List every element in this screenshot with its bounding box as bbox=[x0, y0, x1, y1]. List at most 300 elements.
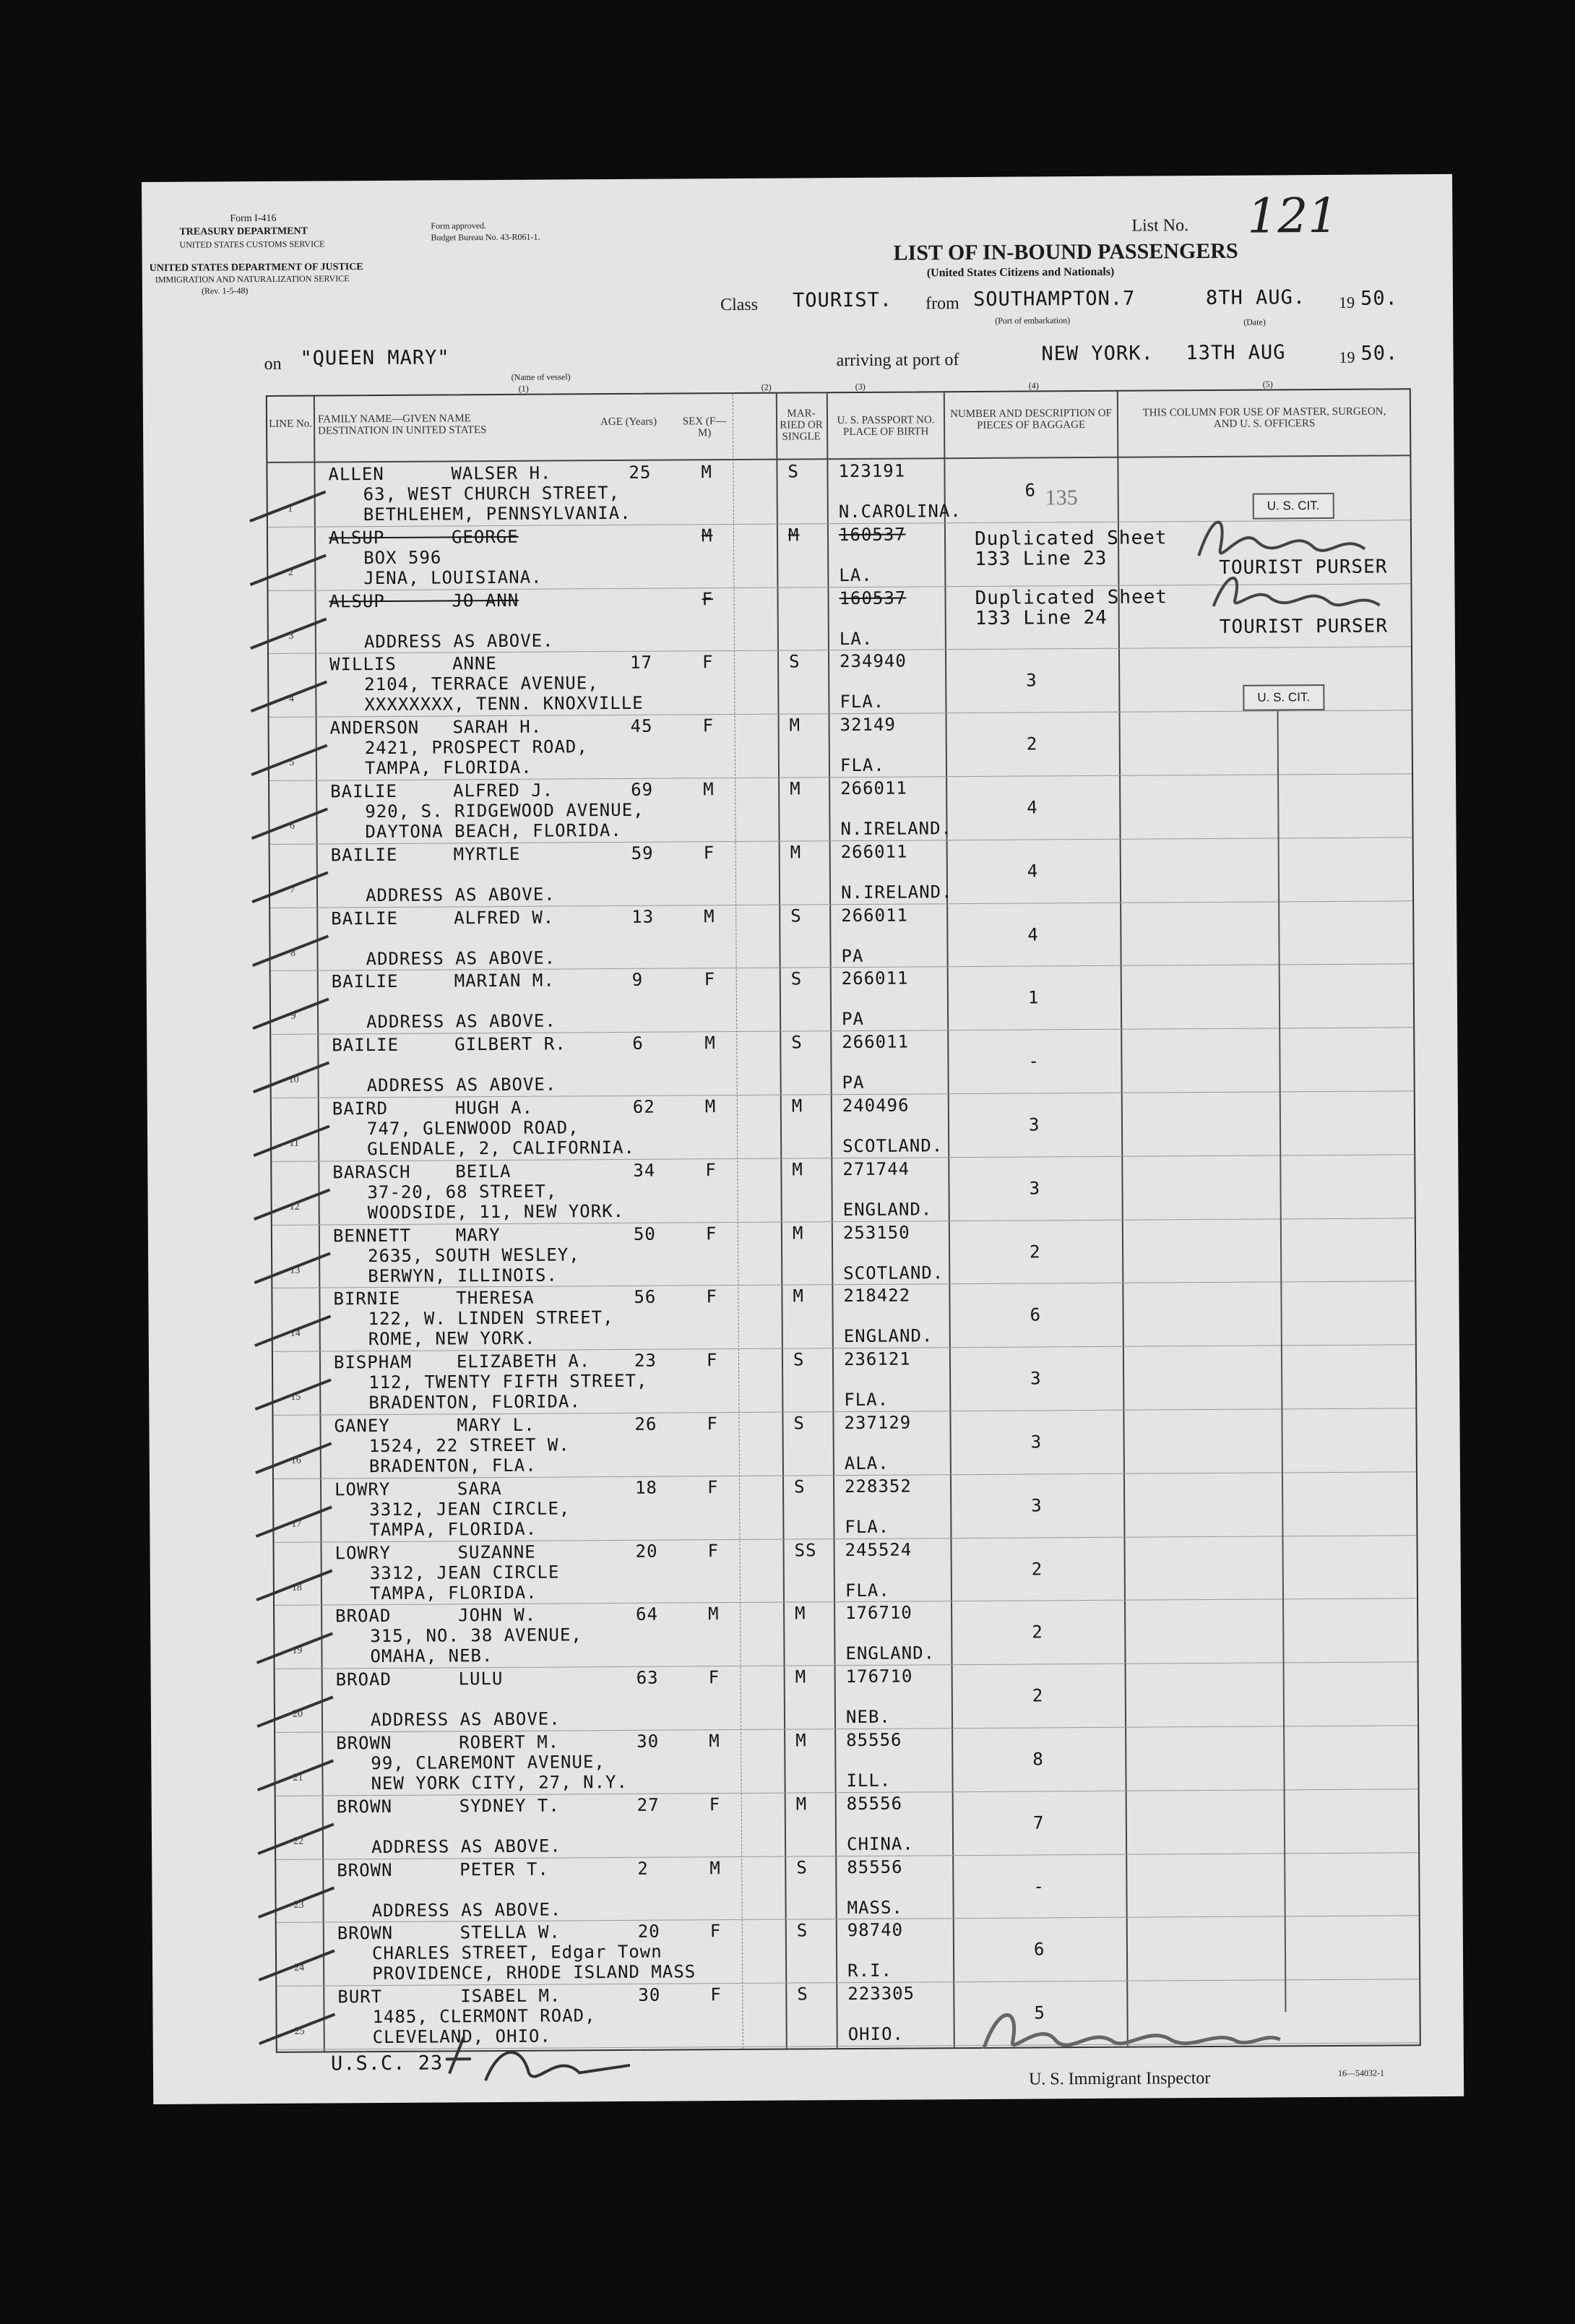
purser-label-2: TOURIST PURSER bbox=[1219, 615, 1389, 638]
marital-status: S bbox=[796, 1920, 808, 1941]
sex: F bbox=[707, 1413, 719, 1434]
age: 34 bbox=[633, 1160, 656, 1181]
check-mark bbox=[249, 865, 335, 909]
officer-initials bbox=[442, 2029, 645, 2096]
inspector-signature bbox=[976, 1996, 1287, 2063]
passport-no: 266011 bbox=[841, 968, 909, 989]
address-line-2: GLENDALE, 2, CALIFORNIA. bbox=[367, 1137, 636, 1160]
arrival-date: 13TH AUG bbox=[1186, 341, 1286, 365]
form-approved: Form approved. bbox=[431, 220, 487, 231]
check-mark bbox=[250, 1119, 337, 1163]
passport-no: 223305 bbox=[847, 1983, 915, 2005]
age: 56 bbox=[634, 1287, 657, 1308]
col-num-3: (3) bbox=[855, 381, 866, 392]
duplicated-note-1: Duplicated Sheet bbox=[974, 527, 1168, 550]
baggage-count: 6 bbox=[1033, 1939, 1045, 1960]
address-line-1: 315, NO. 38 AVENUE, bbox=[370, 1624, 582, 1647]
line-no: 21 bbox=[293, 1772, 303, 1783]
baggage-count: 7 bbox=[1032, 1812, 1045, 1833]
birthplace: PA bbox=[841, 945, 864, 966]
address-line-2: PROVIDENCE, RHODE ISLAND MASS bbox=[372, 1961, 696, 1984]
list-no-label: List No. bbox=[1131, 216, 1189, 236]
table-row bbox=[269, 647, 1412, 718]
age: 63 bbox=[636, 1667, 659, 1689]
duplicated-note-1-line: 133 Line 23 bbox=[975, 547, 1108, 570]
departure-date: 8TH AUG. bbox=[1205, 286, 1306, 310]
passenger-name: BROAD LULU bbox=[335, 1669, 504, 1690]
date-caption: (Date) bbox=[1243, 317, 1266, 327]
check-mark bbox=[251, 1246, 337, 1290]
passport-no: 160537 bbox=[839, 588, 907, 608]
passport-no: 266011 bbox=[842, 1031, 910, 1053]
col-num-5: (5) bbox=[1262, 379, 1273, 390]
port-caption: (Port of embarkation) bbox=[995, 315, 1071, 326]
address-line-2: JENA, LOUISIANA. bbox=[363, 567, 543, 588]
passenger-name: BAILIE MARIAN M. bbox=[331, 970, 555, 992]
address-line-2: ADDRESS AS ABOVE. bbox=[363, 630, 554, 652]
passport-no: 85556 bbox=[846, 1729, 902, 1751]
line-no: 2 bbox=[288, 567, 293, 578]
birthplace: R.I. bbox=[847, 1961, 893, 1981]
sex: F bbox=[702, 715, 715, 736]
address-line-2: ROME, NEW YORK. bbox=[368, 1328, 536, 1350]
baggage-count: 6 bbox=[1024, 480, 1037, 501]
table-row bbox=[274, 1471, 1417, 1542]
line-no: 5 bbox=[289, 757, 295, 768]
baggage-count: 3 bbox=[1030, 1368, 1042, 1389]
treasury-dept: TREASURY DEPARTMENT bbox=[179, 225, 308, 238]
table-row bbox=[271, 964, 1414, 1035]
departure-year-prefix: 19 bbox=[1338, 293, 1355, 311]
baggage-count: - bbox=[1028, 1051, 1040, 1072]
baggage-count: 2 bbox=[1029, 1241, 1041, 1262]
passenger-name: BAILIE ALFRED J. bbox=[330, 780, 554, 802]
passenger-list-sheet bbox=[142, 174, 1464, 2104]
line-no: 8 bbox=[290, 947, 296, 959]
passport-no: 271744 bbox=[842, 1158, 910, 1179]
marital-status: S bbox=[797, 1984, 808, 2005]
birthplace: FLA. bbox=[845, 1580, 890, 1601]
form-number: Form I-416 bbox=[230, 212, 277, 225]
form-code: 16—54032-1 bbox=[1337, 2067, 1385, 2078]
embarkation-port: SOUTHAMPTON.7 bbox=[972, 287, 1136, 311]
header-age: AGE (Years) bbox=[600, 416, 657, 429]
line-no: 7 bbox=[290, 884, 295, 895]
passenger-table bbox=[266, 388, 1421, 2053]
class-label: Class bbox=[720, 295, 759, 315]
baggage-count: 4 bbox=[1027, 924, 1039, 945]
baggage-count: 6 bbox=[1030, 1304, 1042, 1325]
baggage-count: - bbox=[1033, 1876, 1045, 1897]
passenger-name: BARASCH BEILA bbox=[332, 1161, 512, 1183]
address-line-2: TAMPA, FLORIDA. bbox=[364, 757, 532, 779]
birthplace: SCOTLAND. bbox=[843, 1262, 944, 1283]
page-title: LIST OF IN-BOUND PASSENGERS bbox=[893, 238, 1238, 265]
line-no: 22 bbox=[293, 1835, 304, 1847]
birthplace: ENGLAND. bbox=[842, 1199, 933, 1220]
sex: M bbox=[709, 1731, 720, 1752]
age: 2 bbox=[637, 1858, 649, 1879]
table-row bbox=[269, 710, 1412, 780]
col-num-2: (2) bbox=[761, 382, 772, 392]
duplicated-note-2-line: 133 Line 24 bbox=[975, 606, 1108, 629]
line-no: 16 bbox=[290, 1455, 301, 1466]
sex: F bbox=[703, 842, 715, 864]
justice-dept: UNITED STATES DEPARTMENT OF JUSTICE bbox=[149, 262, 363, 274]
age: 64 bbox=[636, 1604, 659, 1625]
header-sex: SEX (F—M) bbox=[682, 416, 727, 439]
line-no: 3 bbox=[288, 630, 294, 642]
sex: F bbox=[707, 1540, 720, 1561]
passenger-name: BAILIE ALFRED W. bbox=[331, 907, 555, 929]
vessel-caption: (Name of vessel) bbox=[511, 371, 571, 382]
marital-status: S bbox=[790, 968, 803, 989]
address-line-1: 63, WEST CHURCH STREET, bbox=[363, 482, 621, 505]
line-no: 24 bbox=[294, 1963, 305, 1974]
line-no: 25 bbox=[294, 2026, 305, 2037]
vessel-name: "QUEEN MARY" bbox=[300, 346, 450, 370]
line-no: 20 bbox=[292, 1708, 303, 1720]
marital-status: S bbox=[791, 1032, 803, 1053]
birthplace: FLA. bbox=[840, 754, 885, 776]
marital-status: S bbox=[790, 905, 802, 926]
sex: M bbox=[704, 905, 715, 926]
check-mark bbox=[251, 1309, 338, 1353]
baggage-count: 4 bbox=[1027, 797, 1038, 818]
passport-no: 123191 bbox=[838, 460, 906, 482]
line-no: 17 bbox=[291, 1518, 302, 1530]
sex: F bbox=[709, 1794, 721, 1815]
passport-no: 237129 bbox=[844, 1412, 912, 1434]
passenger-name: LOWRY SUZANNE bbox=[335, 1541, 536, 1563]
age: 50 bbox=[633, 1223, 656, 1244]
address-line-2: ADDRESS AS ABOVE. bbox=[365, 884, 556, 905]
passport-no: 253150 bbox=[842, 1222, 910, 1243]
marital-status: M bbox=[795, 1730, 807, 1751]
table-row bbox=[272, 1090, 1415, 1161]
address-line-2: ADDRESS AS ABOVE. bbox=[366, 947, 556, 969]
line-no: 6 bbox=[289, 820, 295, 832]
table-row bbox=[271, 1027, 1414, 1098]
sex: F bbox=[704, 969, 716, 990]
birthplace: FLA. bbox=[840, 692, 885, 713]
table-row bbox=[269, 773, 1412, 844]
sex: F bbox=[702, 588, 714, 609]
line-no: 9 bbox=[290, 1011, 296, 1023]
passport-no: 228352 bbox=[844, 1476, 912, 1497]
check-mark bbox=[252, 1436, 339, 1480]
sex: M bbox=[708, 1604, 720, 1624]
table-row bbox=[275, 1725, 1418, 1796]
sex: M bbox=[704, 1033, 716, 1054]
inspector-caption: U. S. Immigrant Inspector bbox=[1028, 2069, 1211, 2089]
passport-no: 85556 bbox=[846, 1793, 903, 1814]
birthplace: OHIO. bbox=[847, 2023, 905, 2045]
marital-status: S bbox=[788, 651, 801, 672]
passport-no: 85556 bbox=[847, 1856, 903, 1877]
address-line-2: OMAHA, NEB. bbox=[370, 1645, 493, 1667]
birthplace: ALA. bbox=[844, 1452, 889, 1474]
birthplace: NEB. bbox=[845, 1706, 891, 1728]
marital-status: M bbox=[792, 1159, 803, 1180]
from-label: from bbox=[925, 294, 959, 314]
check-mark bbox=[248, 801, 335, 845]
address-line-1: 3312, JEAN CIRCLE, bbox=[369, 1498, 571, 1520]
marital-status: M bbox=[795, 1794, 808, 1815]
check-mark bbox=[249, 992, 336, 1036]
table-row bbox=[276, 1789, 1419, 1859]
marital-status: M bbox=[791, 1096, 803, 1116]
passport-no: 176710 bbox=[845, 1602, 912, 1624]
passport-no: 234940 bbox=[839, 650, 907, 672]
check-mark bbox=[246, 548, 333, 592]
birthplace: MASS. bbox=[847, 1897, 903, 1918]
age: 20 bbox=[637, 1921, 660, 1942]
address-line-1: 747, GLENWOOD ROAD, bbox=[366, 1117, 579, 1140]
departure-year: 50. bbox=[1360, 287, 1398, 310]
passenger-name: BROAD JOHN W. bbox=[335, 1605, 537, 1627]
marital-status: M bbox=[795, 1666, 807, 1687]
age: 17 bbox=[629, 653, 653, 673]
table-row bbox=[272, 1281, 1415, 1352]
marital-status: SS bbox=[794, 1539, 817, 1561]
passenger-name: BISPHAM ELIZABETH A. bbox=[333, 1351, 591, 1373]
sex: F bbox=[706, 1350, 718, 1371]
passenger-name: BURT ISABEL M. bbox=[337, 1985, 561, 2007]
address-line-2: ADDRESS AS ABOVE. bbox=[371, 1899, 562, 1921]
check-mark bbox=[249, 929, 335, 973]
marital-status: S bbox=[793, 1413, 806, 1434]
check-mark bbox=[251, 1373, 338, 1417]
marital-status: M bbox=[790, 842, 802, 863]
arrival-port: NEW YORK. bbox=[1041, 342, 1154, 366]
check-mark bbox=[247, 675, 334, 719]
check-mark bbox=[254, 1690, 340, 1734]
arriving-label: arriving at port of bbox=[836, 350, 959, 371]
table-row bbox=[275, 1661, 1418, 1732]
line-no: 14 bbox=[290, 1328, 301, 1340]
passenger-name: BAILIE GILBERT R. bbox=[332, 1033, 566, 1056]
sex: M bbox=[701, 462, 713, 483]
passenger-name: BAIRD HUGH A. bbox=[332, 1097, 534, 1119]
birthplace: ENGLAND. bbox=[843, 1325, 933, 1347]
class-value: TOURIST. bbox=[792, 288, 893, 312]
table-row bbox=[277, 1916, 1420, 1987]
passport-no: 218422 bbox=[843, 1285, 911, 1307]
col-num-1: (1) bbox=[518, 383, 529, 394]
sex: F bbox=[706, 1286, 717, 1307]
baggage-count: 4 bbox=[1027, 861, 1039, 882]
address-line-1: CHARLES STREET, Edgar Town bbox=[371, 1942, 663, 1964]
line-no: 23 bbox=[293, 1899, 304, 1911]
passenger-name: WILLIS ANNE bbox=[329, 653, 497, 675]
age: 62 bbox=[632, 1096, 655, 1117]
passenger-name: ANDERSON SARAH H. bbox=[329, 716, 543, 739]
baggage-count: 5 bbox=[1034, 2002, 1046, 2023]
passenger-name: BROWN STELLA W. bbox=[337, 1921, 561, 1944]
address-line-2: BERWYN, ILLINOIS. bbox=[368, 1265, 558, 1286]
table-row bbox=[270, 837, 1413, 908]
baggage-count: 3 bbox=[1030, 1432, 1043, 1452]
table-row bbox=[270, 900, 1413, 971]
address-line-2: TAMPA, FLORIDA. bbox=[369, 1582, 538, 1604]
purser-label-1: TOURIST PURSER bbox=[1219, 556, 1388, 579]
address-line-1: 1524, 22 STREET W. bbox=[368, 1434, 570, 1457]
line-no: 10 bbox=[288, 1074, 299, 1085]
sex: M bbox=[709, 1857, 721, 1878]
age: 69 bbox=[631, 779, 654, 800]
ins-service: IMMIGRATION AND NATURALIZATION SERVICE bbox=[155, 273, 350, 285]
address-line-2: BRADENTON, FLA. bbox=[368, 1455, 537, 1477]
address-line-2: ADDRESS AS ABOVE. bbox=[371, 1835, 561, 1857]
marital-status: S bbox=[796, 1857, 808, 1878]
sex: F bbox=[705, 1223, 717, 1244]
table-row bbox=[272, 1154, 1415, 1225]
address-line-2: ADDRESS AS ABOVE. bbox=[366, 1074, 557, 1096]
address-line-2: NEW YORK CITY, 27, N.Y. bbox=[371, 1771, 628, 1794]
birthplace: N.CAROLINA. bbox=[838, 501, 962, 522]
birthplace: FLA. bbox=[845, 1516, 890, 1537]
birthplace: FLA. bbox=[844, 1389, 889, 1411]
line-no: 12 bbox=[289, 1201, 300, 1213]
address-line-2: CLEVELAND, OHIO. bbox=[372, 2026, 551, 2048]
table-row bbox=[276, 1852, 1419, 1923]
line-no: 15 bbox=[290, 1391, 301, 1403]
passport-no: 32149 bbox=[840, 714, 896, 736]
passenger-name: LOWRY SARA bbox=[334, 1478, 502, 1500]
header-name: FAMILY NAME—GIVEN NAME DESTINATION IN UNITED STATES bbox=[317, 413, 487, 437]
age: 30 bbox=[637, 1731, 660, 1752]
header-line-no: LINE No. bbox=[269, 418, 313, 430]
baggage-count: 3 bbox=[1028, 1114, 1040, 1135]
baggage-count: 8 bbox=[1032, 1749, 1044, 1770]
birthplace: SCOTLAND. bbox=[842, 1135, 944, 1157]
us-cit-stamp: U. S. CIT. bbox=[1253, 493, 1334, 520]
on-label: on bbox=[264, 354, 282, 374]
address-line-2: BETHLEHEM, PENNSYLVANIA. bbox=[363, 502, 631, 525]
address-line-1: 1485, CLERMONT ROAD, bbox=[372, 2005, 596, 2028]
baggage-count: 2 bbox=[1031, 1559, 1043, 1580]
baggage-count: 3 bbox=[1031, 1495, 1043, 1516]
check-mark bbox=[254, 1817, 341, 1861]
age: 18 bbox=[634, 1477, 658, 1498]
passport-no: 98740 bbox=[847, 1919, 904, 1941]
marital-status: M bbox=[792, 1223, 804, 1244]
address-line-2: ADDRESS AS ABOVE. bbox=[366, 1010, 556, 1033]
age: 6 bbox=[632, 1033, 644, 1054]
address-line-2: TAMPA, FLORIDA. bbox=[369, 1518, 538, 1540]
birthplace: ILL. bbox=[846, 1770, 892, 1791]
sex: M bbox=[703, 779, 715, 800]
birthplace: N.IRELAND. bbox=[840, 818, 953, 840]
marital-status: M bbox=[793, 1286, 804, 1307]
sex: M bbox=[701, 525, 713, 546]
header-passport: U. S. PASSPORT NO. PLACE OF BIRTH bbox=[837, 414, 935, 439]
passenger-name: ALSUP GEORGE bbox=[328, 526, 519, 548]
passenger-name: BIRNIE THERESA bbox=[333, 1288, 535, 1309]
address-line-2: WOODSIDE, 11, NEW YORK. bbox=[367, 1200, 625, 1223]
budget-bureau: Budget Bureau No. 43-R061-1. bbox=[431, 231, 540, 243]
age: 25 bbox=[629, 462, 652, 483]
marital-status: M bbox=[788, 525, 800, 546]
passport-no: 266011 bbox=[841, 905, 909, 926]
line-no: 1 bbox=[288, 503, 293, 515]
table-row bbox=[273, 1408, 1416, 1479]
passenger-name: BENNETT MARY bbox=[332, 1224, 501, 1247]
sex: F bbox=[710, 1984, 722, 2005]
passport-no: 266011 bbox=[840, 841, 908, 862]
age: 27 bbox=[637, 1794, 660, 1815]
age: 45 bbox=[630, 715, 653, 737]
baggage-count: 2 bbox=[1032, 1685, 1044, 1706]
address-line-1: BOX 596 bbox=[363, 547, 442, 568]
baggage-count: 2 bbox=[1032, 1622, 1043, 1643]
baggage-stamp: 135 bbox=[1045, 486, 1078, 510]
passport-no: 240496 bbox=[842, 1095, 910, 1116]
age: 23 bbox=[634, 1350, 657, 1372]
address-line-1: 122, W. LINDEN STREET, bbox=[368, 1307, 614, 1330]
passport-no: 245524 bbox=[845, 1539, 912, 1560]
customs-service: UNITED STATES CUSTOMS SERVICE bbox=[179, 238, 325, 250]
check-mark bbox=[246, 484, 333, 528]
baggage-count: 2 bbox=[1026, 733, 1038, 754]
arrival-year: 50. bbox=[1360, 342, 1399, 365]
birthplace: ENGLAND. bbox=[845, 1643, 936, 1664]
check-mark bbox=[248, 739, 335, 783]
marital-status: M bbox=[790, 778, 801, 799]
address-line-1: 3312, JEAN CIRCLE bbox=[369, 1562, 560, 1583]
age: 59 bbox=[631, 843, 654, 864]
sex: M bbox=[704, 1096, 717, 1117]
line-no: 19 bbox=[292, 1645, 303, 1657]
check-mark bbox=[255, 1944, 342, 1988]
age: 26 bbox=[634, 1413, 657, 1434]
table-row bbox=[273, 1344, 1416, 1415]
passenger-name: BROWN ROBERT M. bbox=[336, 1731, 560, 1754]
page-subtitle: (United States Citizens and Nationals) bbox=[926, 265, 1115, 280]
address-line-1: 99, CLAREMONT AVENUE, bbox=[371, 1752, 605, 1774]
baggage-count: 1 bbox=[1027, 987, 1040, 1008]
header-married: MAR- RIED OR SINGLE bbox=[780, 408, 823, 443]
passport-no: 160537 bbox=[838, 524, 906, 545]
address-line-1: 2104, TERRACE AVENUE, bbox=[364, 673, 599, 695]
us-cit-stamp-2: U. S. CIT. bbox=[1243, 684, 1324, 711]
line-no: 13 bbox=[290, 1265, 301, 1276]
address-line-1: 2635, SOUTH WESLEY, bbox=[367, 1244, 580, 1266]
passport-no: 176710 bbox=[845, 1666, 913, 1687]
passenger-name: BROWN PETER T. bbox=[337, 1859, 549, 1880]
baggage-count: 3 bbox=[1029, 1178, 1041, 1199]
birthplace: LA. bbox=[839, 628, 873, 649]
address-line-1: 37-20, 68 STREET, bbox=[367, 1181, 558, 1202]
marital-status: M bbox=[789, 715, 801, 736]
age: 30 bbox=[638, 1984, 661, 2006]
check-mark bbox=[254, 1753, 340, 1797]
birthplace: PA bbox=[842, 1072, 865, 1093]
passenger-name: BAILIE MYRTLE bbox=[330, 843, 521, 866]
passport-no: 236121 bbox=[843, 1348, 911, 1370]
birthplace: CHINA. bbox=[846, 1833, 914, 1854]
header-baggage: NUMBER AND DESCRIPTION OF PIECES OF BAGGAGE bbox=[950, 407, 1112, 431]
col-num-4: (4) bbox=[1028, 380, 1039, 391]
marital-status: S bbox=[793, 1476, 806, 1497]
arrival-year-prefix: 19 bbox=[1339, 348, 1355, 366]
purser-signature bbox=[1184, 496, 1423, 628]
check-mark bbox=[253, 1627, 340, 1671]
check-mark bbox=[254, 1880, 341, 1924]
marital-status: S bbox=[793, 1349, 805, 1370]
sex: F bbox=[707, 1476, 719, 1498]
